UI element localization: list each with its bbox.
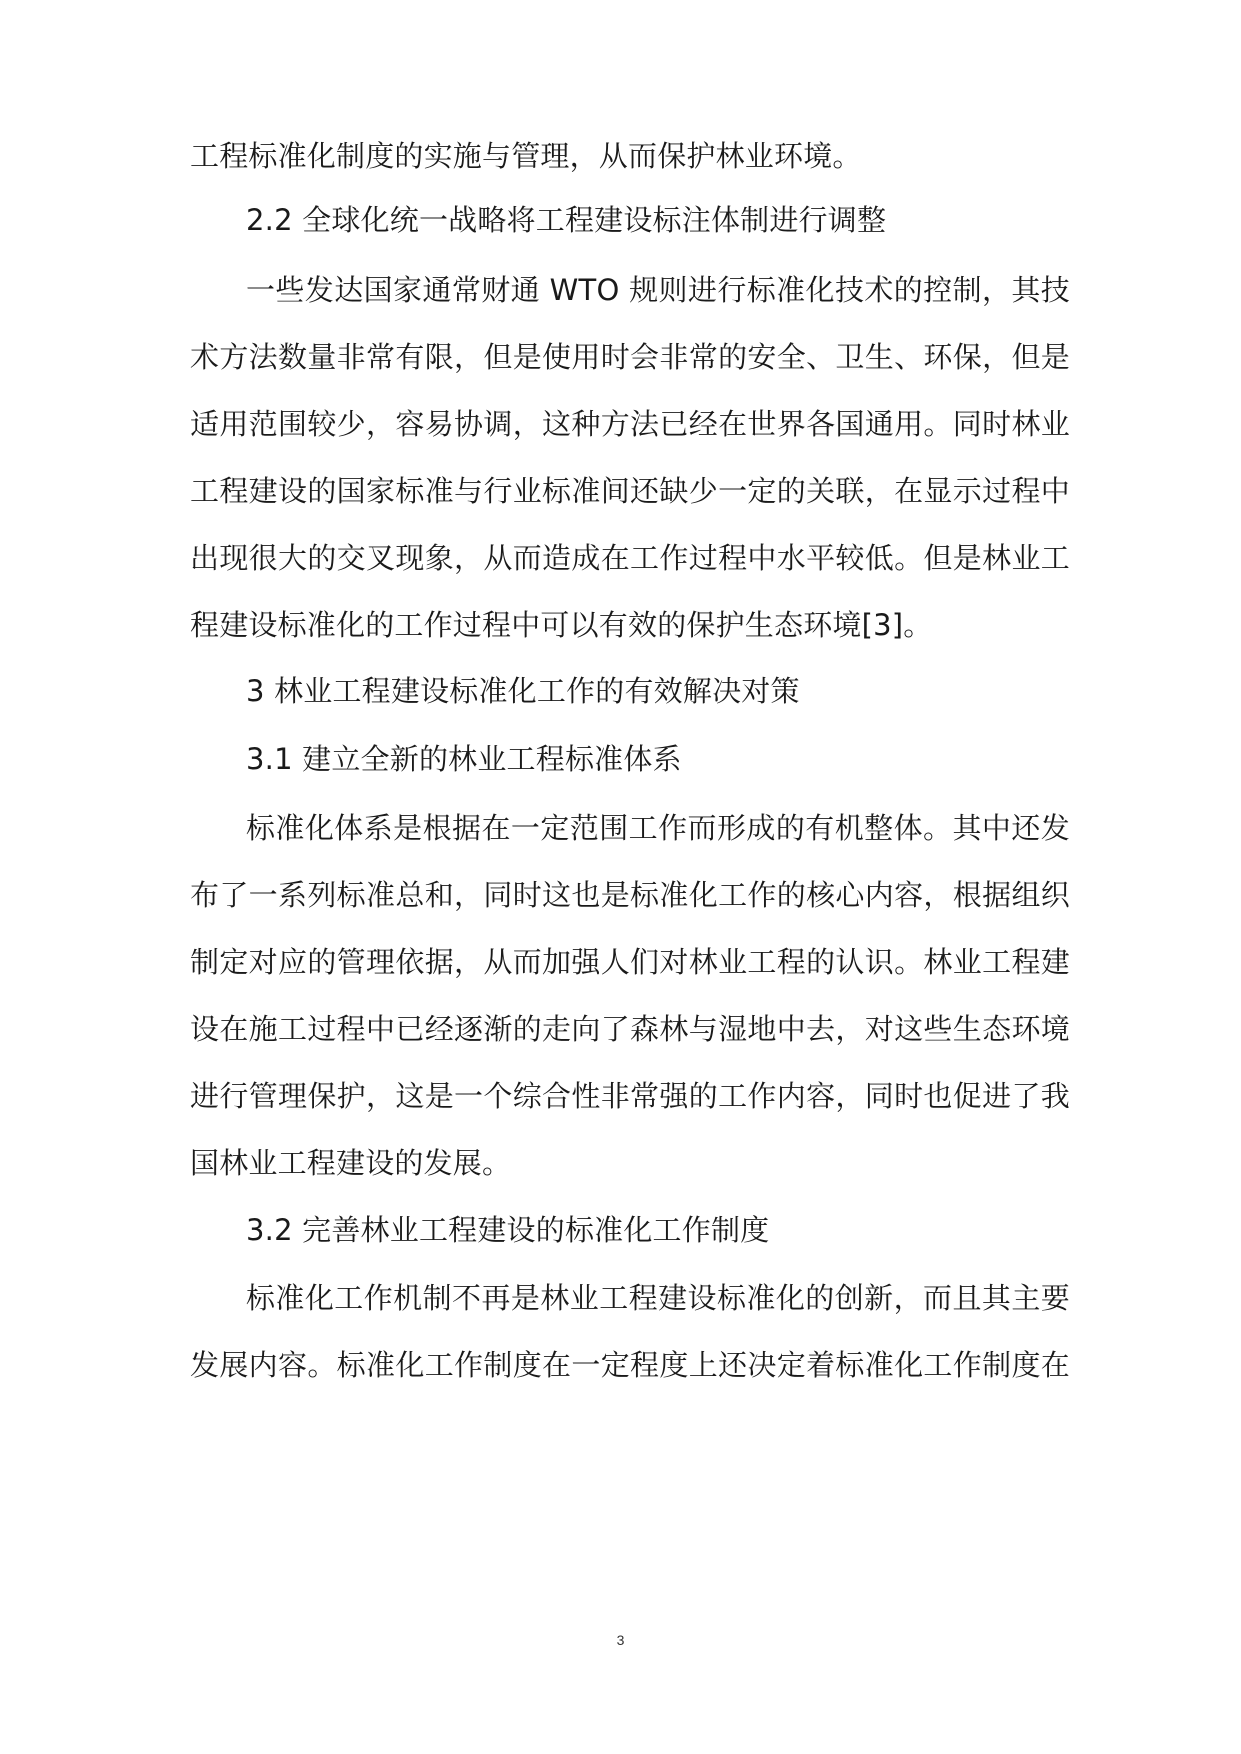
page-number: 3 — [616, 1632, 625, 1648]
body-text-line: 出现很大的交叉现象，从而造成在工作过程中水平较低。但是林业工 — [190, 541, 1070, 575]
body-text-line: 布了一系列标准总和，同时这也是标准化工作的核心内容，根据组织 — [190, 878, 1070, 912]
body-text-line: 国林业工程建设的发展。 — [190, 1146, 512, 1180]
body-text-line: 设在施工过程中已经逐渐的走向了森林与湿地中去，对这些生态环境 — [190, 1012, 1070, 1046]
body-text-line: 一些发达国家通常财通 WTO 规则进行标准化技术的控制，其技 — [246, 273, 1070, 307]
body-text-line: 标准化工作机制不再是林业工程建设标准化的创新，而且其主要 — [246, 1281, 1070, 1315]
body-text-line: 发展内容。标准化工作制度在一定程度上还决定着标准化工作制度在 — [190, 1348, 1070, 1382]
section-heading: 2.2 全球化统一战略将工程建设标注体制进行调整 — [246, 203, 887, 237]
body-text-line: 适用范围较少，容易协调，这种方法已经在世界各国通用。同时林业 — [190, 407, 1070, 441]
body-text-line: 制定对应的管理依据，从而加强人们对林业工程的认识。林业工程建 — [190, 945, 1070, 979]
body-text-line: 工程建设的国家标准与行业标准间还缺少一定的关联，在显示过程中 — [190, 474, 1070, 508]
body-text-line: 术方法数量非常有限，但是使用时会非常的安全、卫生、环保，但是 — [190, 340, 1070, 374]
section-heading: 3.1 建立全新的林业工程标准体系 — [246, 742, 682, 776]
body-text-line: 标准化体系是根据在一定范围工作而形成的有机整体。其中还发 — [246, 811, 1070, 845]
section-heading: 3.2 完善林业工程建设的标准化工作制度 — [246, 1213, 770, 1247]
section-heading: 3 林业工程建设标准化工作的有效解决对策 — [246, 674, 800, 708]
body-text-line: 进行管理保护，这是一个综合性非常强的工作内容，同时也促进了我 — [190, 1079, 1070, 1113]
body-text-line: 工程标准化制度的实施与管理，从而保护林业环境。 — [190, 139, 862, 173]
body-text-line: 程建设标准化的工作过程中可以有效的保护生态环境[3]。 — [190, 608, 933, 642]
